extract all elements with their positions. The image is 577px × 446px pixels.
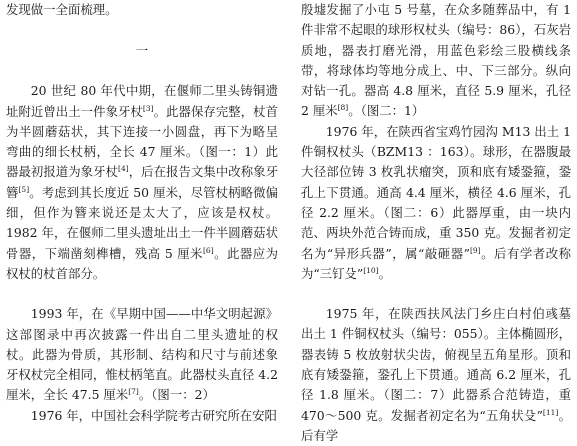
footnote-ref: [3] [142, 103, 154, 113]
paragraph [6, 81, 278, 284]
right-column [301, 0, 571, 446]
footnote-ref: [4] [118, 164, 129, 174]
paragraph-gap [301, 284, 571, 304]
left-column [6, 0, 278, 426]
footnote-ref: [6] [203, 245, 214, 255]
text-run: 。此器保存完整，杖首为半圆蘑菇状，其下连接一小圆盘，再下为略呈弯曲的细长杖柄，全长 47 厘米。（图一：1）此器最初报道为象牙杖 [6, 103, 279, 180]
text-run: 。（图二：1） [348, 103, 425, 119]
text-run: 1976 年，中国社会科学院考古研究所在安阳 [30, 407, 277, 423]
footnote-ref: [9] [469, 245, 481, 255]
text-run: 。 [378, 265, 392, 281]
text-run: 殷墟发掘了小屯 5 号墓，在众多随葬品中，有 1 件非常不起眼的球形权杖头（编号：86），石灰岩质地，器表打磨光滑，用蓝色彩绘三股横线条带，将球体均等地分成上、中、下三部分。纵向对钻一孔。器高 4.8 厘米，直径 5.9 厘米，孔径 2 厘米 [301, 2, 571, 119]
paragraph [301, 122, 571, 284]
paragraph [301, 304, 571, 446]
paragraph-continued [301, 0, 571, 122]
footnote-ref: [10] [363, 265, 379, 275]
text-run: 。后有学者改称为“三钉殳” [301, 245, 571, 281]
text-run: 20 世纪 80 年代中期，在偃师二里头铸铜遗址附近曾出土一件象牙杖 [6, 83, 278, 119]
text-run: 。考虑到其长度近 50 厘米，尽管杖柄略微偏细，但作为簪来说还是太大了，应该是权杖。1982 年，在偃师二里头遗址出土一件半圆蘑菇状骨器，下端凿刻榫槽，残高 5 厘米 [6, 184, 278, 261]
text-run: 。后有学 [301, 407, 571, 443]
footnote-ref: [5] [18, 184, 30, 194]
footnote-ref: [7] [128, 387, 139, 397]
footnote-ref: [8] [337, 103, 349, 113]
paragraph-gap [6, 284, 278, 304]
text-run: 。此器应为权杖的杖首部分。 [6, 245, 279, 281]
paragraph [6, 304, 278, 405]
intro-line: 发现做一全面梳理。 [6, 2, 118, 17]
text-run: 1976 年，在陕西省宝鸡竹园沟 M13 出土 1 件铜权杖头（BZM13 ：163）。球形，在器腹最大径部位铸 3 枚乳状瘤突，顶和底有矮銎箍，銎孔上下贯通。通高 4.4 厘米，横径 4.6 厘米，孔径 2.2 厘米。（图二：6）此器厚重，由一块内范、两块外范合铸而成，重 350 克。发掘者初定名为“异形兵器”，属“敲砸器” [301, 123, 571, 261]
paragraph [6, 406, 278, 426]
footnote-ref: [11] [542, 407, 559, 417]
text-run: 1975 年，在陕西扶风法门乡庄白村伯彧墓出土 1 件铜权杖头（编号：055）。主体椭圆形，器表铸 5 枚放射状尖齿，俯视呈五角星形。顶和底有矮銎箍，銎孔上下贯通。通高 6.2 厘米，孔径 1.8 厘米。（图二：7）此器系合范铸造，重 470～500 克。发掘者初定名为“五角状殳” [301, 306, 571, 423]
text-run: ，后在报告文集中改称象牙簪 [6, 164, 279, 200]
text-run: 。（图一：2） [138, 387, 215, 403]
text-run: 1993 年，在《早期中国——中华文明起源》这部图录中再次披露一件出自二里头遗址的权杖。此器为骨质，其形制、结构和尺寸与前述象牙权杖完全相同，惟杖柄笔直。此器杖头直径 4.2 厘米，全长 47.5 厘米 [6, 306, 278, 403]
section-number: 一 [135, 43, 149, 59]
